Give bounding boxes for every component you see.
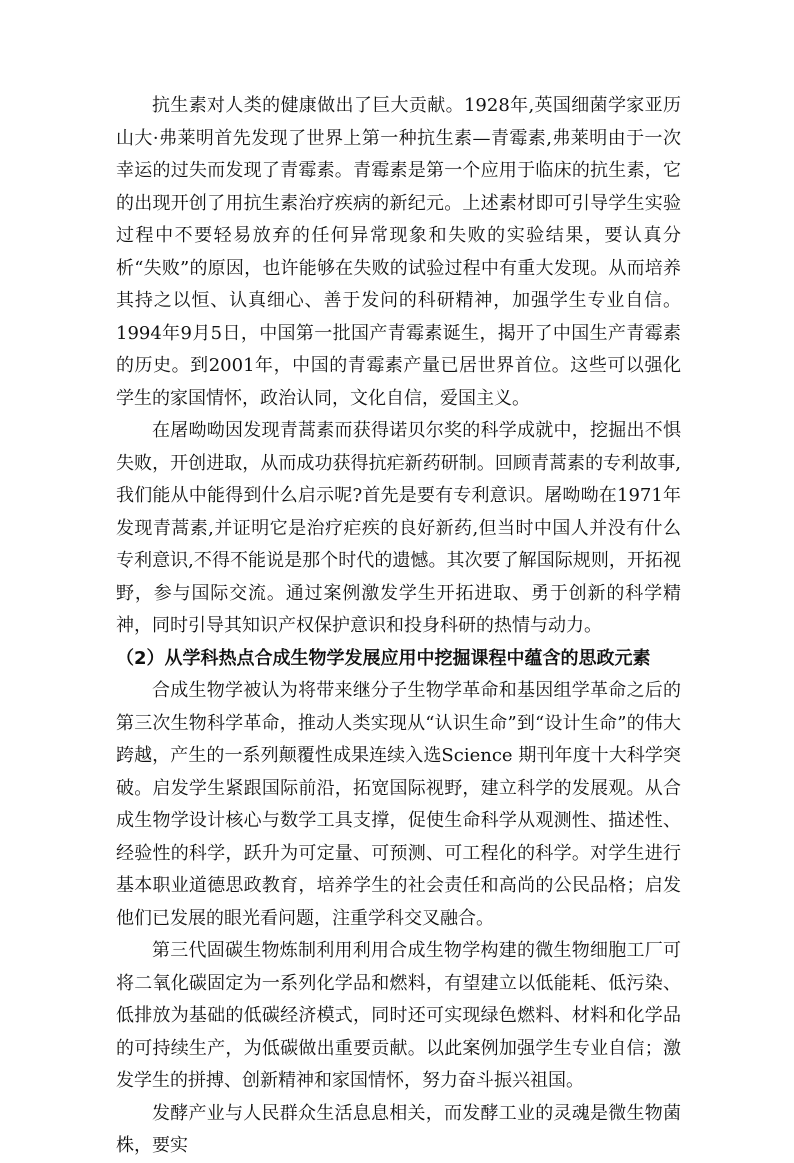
section-heading-synthetic-biology: （2）从学科热点合成生物学发展应用中挖掘课程中蕴含的思政元素: [116, 647, 651, 669]
paragraph-penicillin: 抗生素对人类的健康做出了巨大贡献。1928年,英国细菌学家亚历山大·弗莱明首先发现了世界上第一种抗生素—青霉素,弗莱明由于一次幸运的过失而发现了青霉素。青霉素是第一个应用于临床的抗生素，它的出现开创了用抗生素治疗疾病的新纪元。上述素材即可引导学生实验过程中不要轻易放弃的任何异常现象和失败的实验结果，要认真分析“失败”的原因，也许能够在失败的试验过程中有重大发现。从而培养其持之以恒、认真细心、善于发问的科研精神，加强学生专业自信。1994年9月5日，中国第一批国产青霉素诞生，揭开了中国生产青霉素的历史。到2001年，中国的青霉素产量已居世界首位。这些可以强化学生的家国情怀，政治认同，文化自信，爱国主义。: [116, 95, 681, 409]
paragraph-artemisinin: 在屠呦呦因发现青蒿素而获得诺贝尔奖的科学成就中，挖掘出不惧失败，开创进取，从而成功获得抗疟新药研制。回顾青蒿素的专利故事,我们能从中能得到什么启示呢?首先是要有专利意识。屠呦呦在1971年发现青蒿素,并证明它是治疗疟疾的良好新药,但当时中国人并没有什么专利意识,不得不能说是那个时代的遗憾。其次要了解国际规则，开拓视野，参与国际交流。通过案例激发学生开拓进取、勇于创新的科学精神，同时引导其知识产权保护意识和投身科研的热情与动力。: [116, 420, 681, 636]
paragraph-fermentation: 发酵产业与人民群众生活息息相关，而发酵工业的灵魂是微生物菌株，要实: [116, 1102, 681, 1156]
document-body: [116, 90, 681, 1163]
paragraph-carbon-fixation: 第三代固碳生物炼制利用利用合成生物学构建的微生物细胞工厂可将二氧化碳固定为一系列化学品和燃料，有望建立以低能耗、低污染、低排放为基础的低碳经济模式，同时还可实现绿色燃料、材料和化学品的可持续生产，为低碳做出重要贡献。以此案例加强学生专业自信；激发学生的拼搏、创新精神和家国情怀，努力奋斗振兴祖国。: [116, 940, 681, 1091]
paragraph-synthetic-biology: 合成生物学被认为将带来继分子生物学革命和基因组学革命之后的第三次生物科学革命，推动人类实现从“认识生命”到“设计生命”的伟大跨越，产生的一系列颠覆性成果连续入选Science 期刊年度十大科学突破。启发学生紧跟国际前沿，拓宽国际视野，建立科学的发展观。从合成生物学设计核心与数学工具支撑，促使生命科学从观测性、描述性、经验性的科学，跃升为可定量、可预测、可工程化的科学。对学生进行基本职业道德思政教育，培养学生的社会责任和高尚的公民品格；启发他们已发展的眼光看问题，注重学科交叉融合。: [116, 680, 681, 929]
